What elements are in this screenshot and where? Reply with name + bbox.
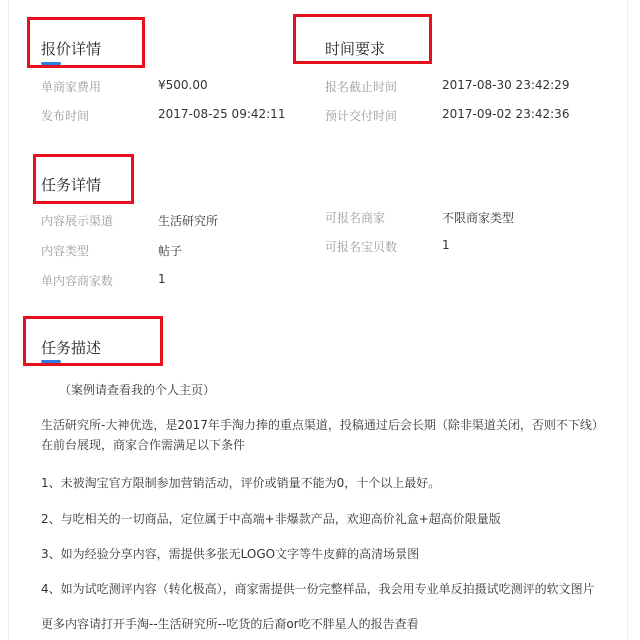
description-paragraph: 1、未被淘宝官方限制参加营销活动，评价或销量不能为0，十个以上最好。: [41, 476, 441, 490]
channel-value: 生活研究所: [158, 214, 219, 228]
merchant-type-label: 可报名商家: [325, 211, 386, 225]
baby-count-value: 1: [442, 238, 450, 252]
description-paragraph: 3、如为经验分享内容，需提供多张无LOGO文字等牛皮藓的高清场景图: [41, 547, 420, 561]
deadline-label: 报名截止时间: [325, 80, 398, 94]
description-title-underline: [41, 360, 61, 363]
merchant-type-value: 不限商家类型: [442, 211, 515, 225]
deadline-value: 2017-08-30 23:42:29: [442, 78, 570, 92]
per-content-merchant-label: 单内容商家数: [41, 274, 114, 288]
description-paragraph: 4、如为试吃测评内容（转化极高），商家需提供一份完整样品，我会用专业单反拍摄试吃测评的软文图片: [41, 582, 595, 596]
description-paragraph: （案例请查看我的个人主页）: [59, 383, 216, 397]
publish-time-value: 2017-08-25 09:42:11: [158, 107, 286, 121]
unit-fee-value: ¥500.00: [158, 78, 208, 92]
channel-label: 内容展示渠道: [41, 214, 114, 228]
content-type-label: 内容类型: [41, 244, 90, 258]
time-section-title: 时间要求: [325, 40, 386, 58]
baby-count-label: 可报名宝贝数: [325, 240, 398, 254]
description-paragraph: 生活研究所-大神优选，是2017年手淘力捧的重点渠道，投稿通过后会长期（除非渠道关闭，否则不下线）在前台展现，商家合作需满足以下条件: [41, 418, 604, 452]
per-content-merchant-value: 1: [158, 272, 166, 286]
unit-fee-label: 单商家费用: [41, 80, 102, 94]
publish-time-label: 发布时间: [41, 109, 90, 123]
content-type-value: 帖子: [158, 244, 183, 258]
delivery-value: 2017-09-02 23:42:36: [442, 107, 570, 121]
quote-section-title: 报价详情: [41, 40, 102, 58]
description-paragraph: 2、与吃相关的一切商品，定位属于中高端+非爆款产品，欢迎高价礼盒+超高价限量版: [41, 512, 501, 526]
description-paragraph: 更多内容请打开手淘--生活研究所--吃货的后裔or吃不胖星人的报告查看: [41, 617, 419, 631]
task-section-title: 任务详情: [41, 176, 102, 194]
delivery-label: 预计交付时间: [325, 109, 398, 123]
quote-title-underline: [41, 62, 61, 65]
description-section-title: 任务描述: [41, 339, 102, 357]
